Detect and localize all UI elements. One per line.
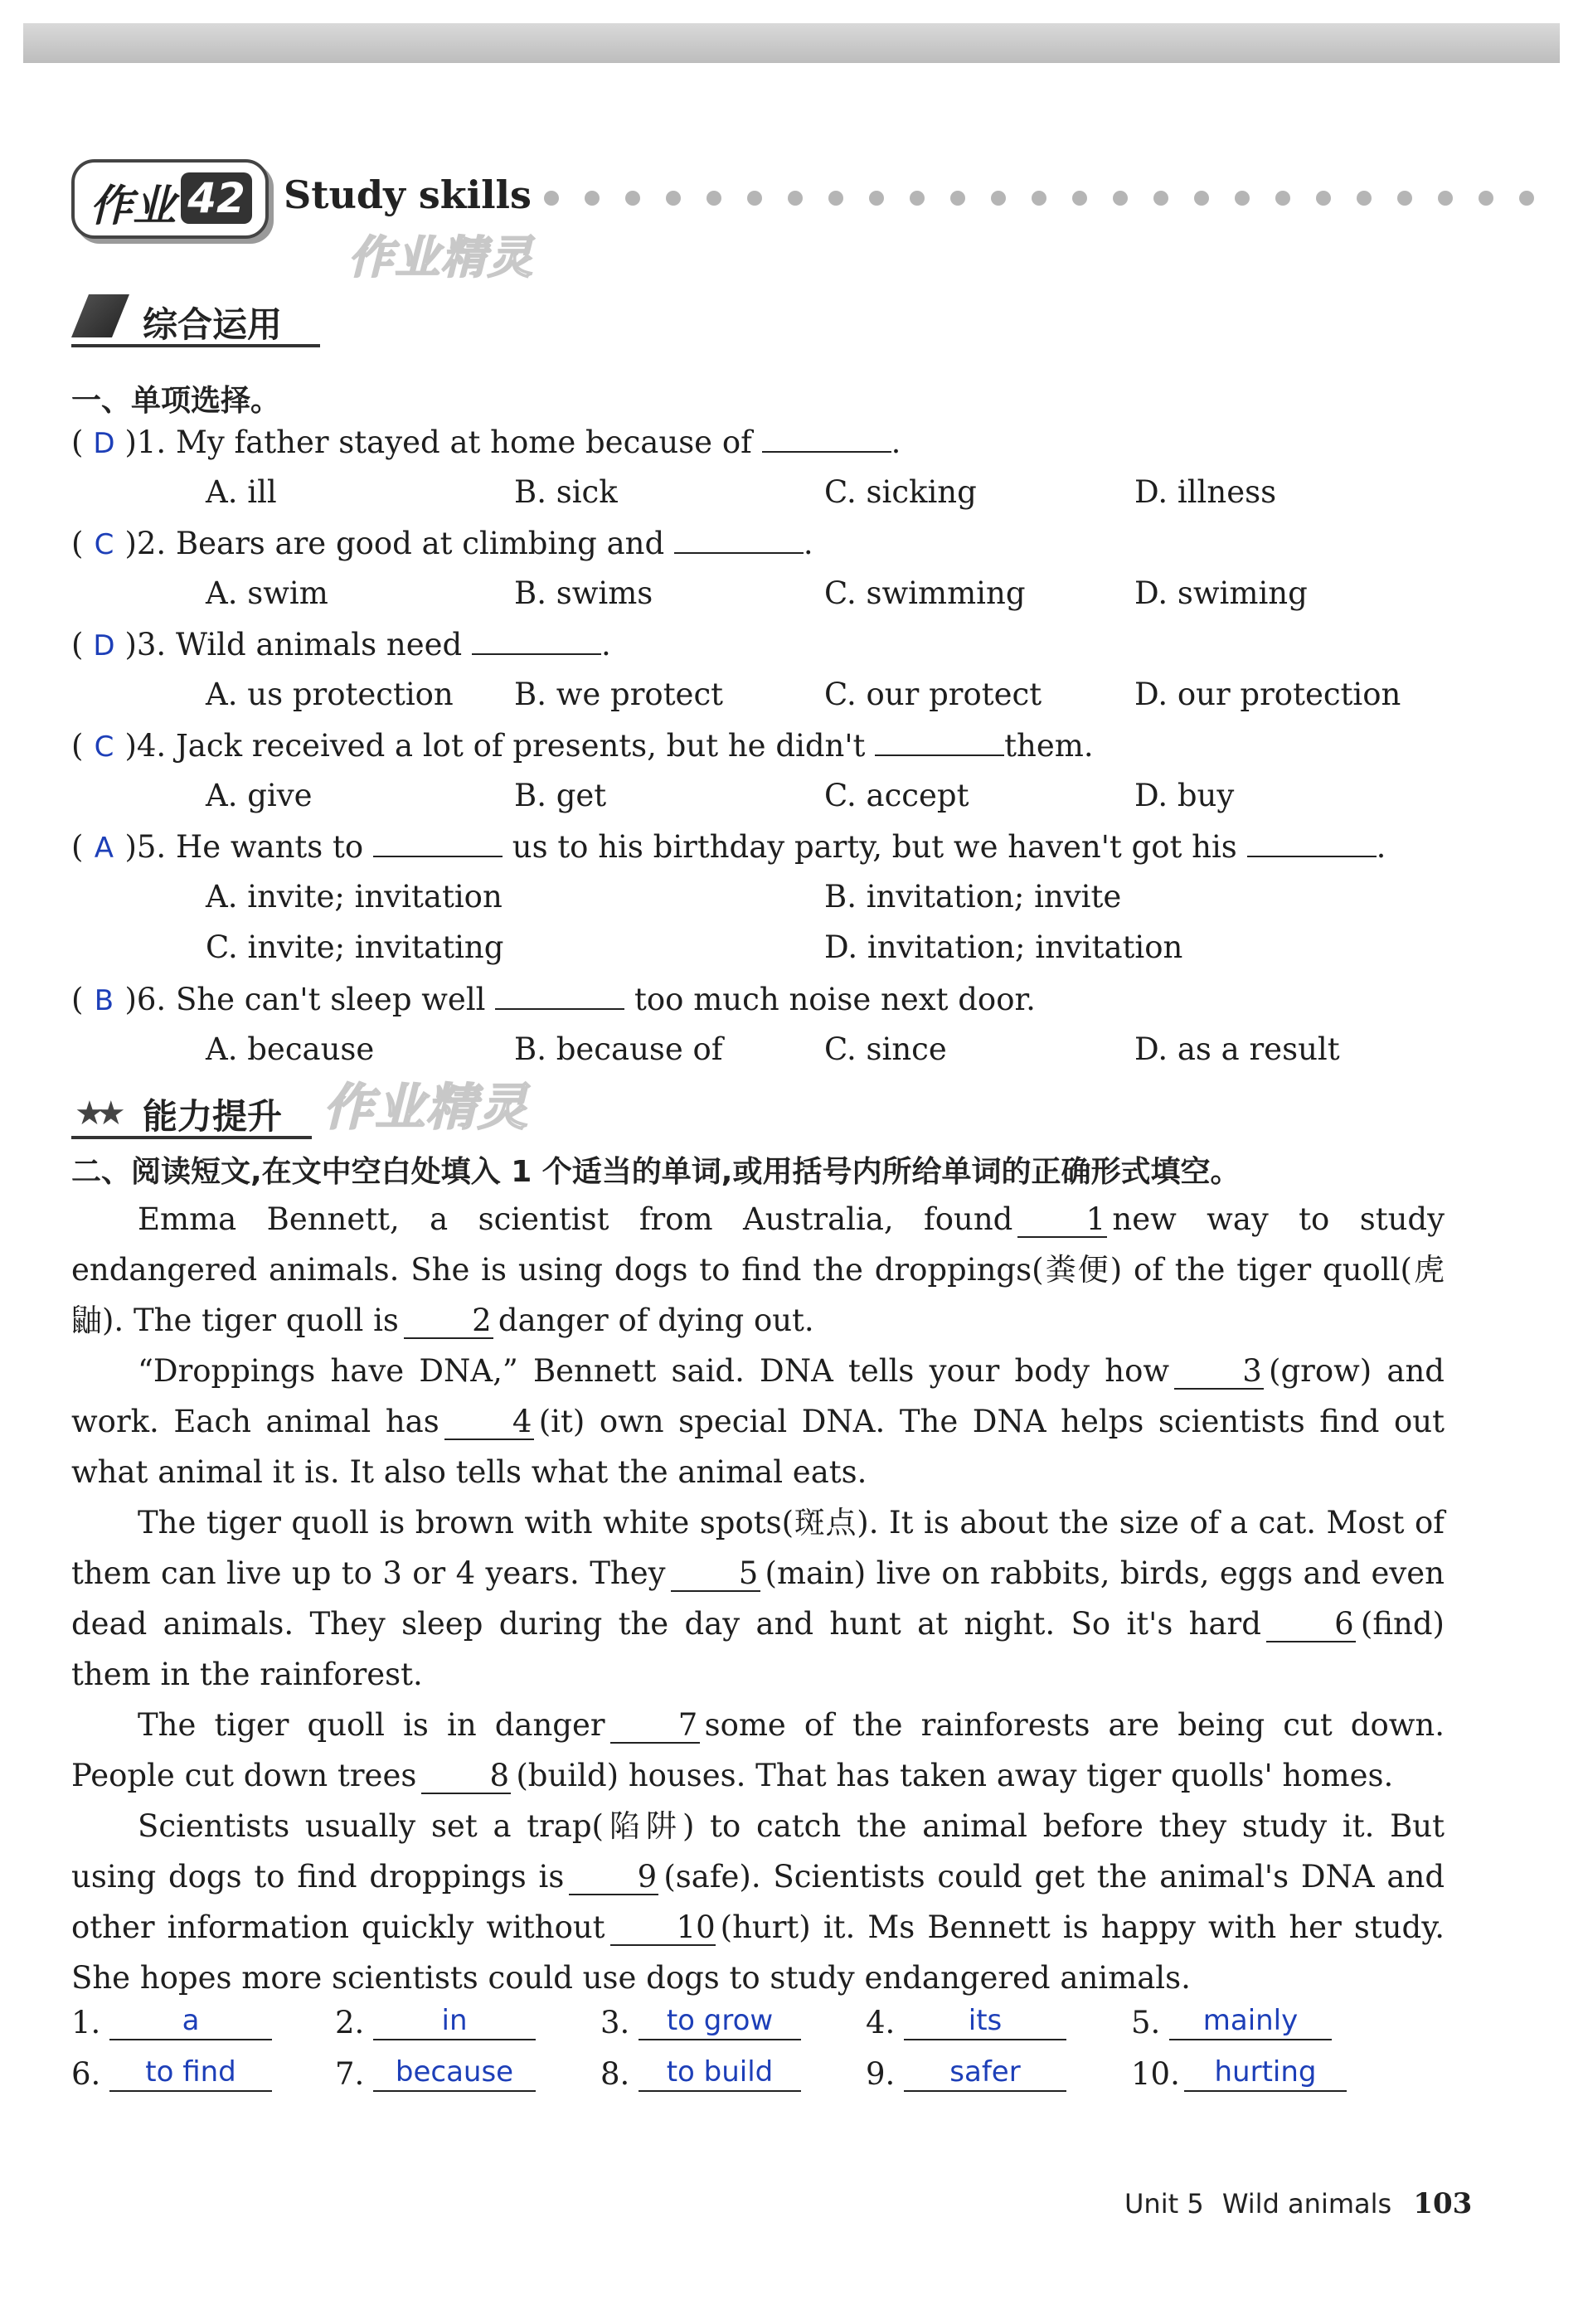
answer-item: 1. a <box>71 2002 272 2040</box>
blank-number: 8 <box>421 1759 511 1794</box>
answer-item: 10. hurting <box>1131 2054 1347 2092</box>
homework-number: 42 <box>181 172 252 224</box>
paragraph: The tiger quoll is in danger 7 some of the rainforests are being cut down. People cut down trees 8 (build) houses. That has taken away tiger quolls' homes. <box>71 1707 1445 1793</box>
option: D. swiming <box>1134 575 1308 611</box>
answer-value: mainly <box>1169 2002 1332 2040</box>
question-answer: C <box>94 730 114 764</box>
option: A. give <box>206 778 313 813</box>
unit-title: Wild animals <box>1221 2188 1392 2220</box>
answer-value: its <box>904 2002 1066 2040</box>
homework-badge-label: 作业 <box>90 182 177 231</box>
answer-value: a <box>109 2002 272 2040</box>
blank-number: 4 <box>444 1405 534 1440</box>
option: C. sicking <box>824 474 977 510</box>
answer-value: in <box>373 2002 536 2040</box>
blank-number: 3 <box>1174 1355 1264 1390</box>
answer-blank <box>495 980 624 1010</box>
paragraph: Scientists usually set a trap(陷阱) to catch the animal before they study it. But using dogs to find droppings is 9 (safe). Scientists could get the animal's DNA and other information quickly without 10 (hurt) it. Ms Bennett is happy with her study. She hopes more scientists could use dogs to study endangered animals. <box>71 1808 1445 1996</box>
answer-blank <box>875 726 1004 756</box>
option: D. invitation; invitation <box>824 929 1183 965</box>
option: C. swimming <box>824 575 1026 611</box>
option: C. accept <box>824 778 969 813</box>
answer-value: safer <box>904 2054 1066 2092</box>
option: C. our protect <box>824 677 1042 712</box>
option: B. we protect <box>514 677 724 712</box>
watermark: 作业精灵 <box>323 1079 529 1137</box>
answer-item: 9. safer <box>866 2054 1066 2092</box>
option: B. invitation; invite <box>824 879 1122 915</box>
blank-number: 2 <box>404 1304 493 1339</box>
answer-value: hurting <box>1184 2054 1347 2092</box>
page-title: Study skills <box>284 172 532 217</box>
answer-value: to find <box>109 2054 272 2092</box>
option: D. buy <box>1134 778 1235 813</box>
answer-blank <box>472 625 601 655</box>
answer-blank <box>674 524 804 554</box>
question-4: ( C )4. Jack received a lot of presents, but he didn't them. <box>71 726 1094 767</box>
option: A. ill <box>206 474 277 510</box>
watermark: 作业精灵 <box>348 231 534 284</box>
answer-row <box>71 2054 1481 2103</box>
answer-blank <box>762 423 891 453</box>
answer-item: 3. to grow <box>600 2002 801 2040</box>
blank-number: 1 <box>1017 1203 1107 1238</box>
question-answer: B <box>94 984 114 1017</box>
question-1: ( D )1. My father stayed at home because of . <box>71 423 901 463</box>
option: C. invite; invitating <box>206 929 504 965</box>
question-2: ( C )2. Bears are good at climbing and . <box>71 524 813 565</box>
answer-item: 4. its <box>866 2002 1066 2040</box>
paragraph: “Droppings have DNA,” Bennett said. DNA tells your body how 3 (grow) and work. Each animal has 4 (it) own special DNA. The DNA helps scientists find out what animal it is. It also tells what the animal eats. <box>71 1353 1445 1490</box>
reading-passage <box>71 1194 1445 2003</box>
blank-number: 7 <box>610 1709 700 1744</box>
paragraph: Emma Bennett, a scientist from Australia, found 1 new way to study endangered animals. She is using dogs to find the droppings(粪便) of the tiger quoll(虎鼬). The tiger quoll is 2 danger of dying out. <box>71 1201 1445 1338</box>
option: A. swim <box>206 575 328 611</box>
blank-number: 10 <box>610 1911 716 1946</box>
answer-blank <box>373 827 503 857</box>
option: B. sick <box>514 474 618 510</box>
blank-number: 6 <box>1266 1608 1356 1642</box>
top-decorative-bar <box>23 23 1560 63</box>
section-instruction: 二、阅读短文,在文中空白处填入 1 个适当的单词,或用括号内所给单词的正确形式填空。 <box>71 1155 1241 1189</box>
option: D. as a result <box>1134 1031 1340 1067</box>
dot-divider <box>544 191 1583 211</box>
answer-value: to build <box>639 2054 801 2092</box>
question-answer: D <box>93 629 115 662</box>
section-heading-comprehensive <box>71 286 403 352</box>
paragraph: The tiger quoll is brown with white spots(斑点). It is about the size of a cat. Most of them can live up to 3 or 4 years. They 5 (main) live on rabbits, birds, eggs and even dead animals. They sleep during the day and hunt at night. So it's hard 6 (find) them in the rainforest. <box>71 1505 1445 1692</box>
answer-item: 7. because <box>335 2054 536 2092</box>
option: A. because <box>206 1031 375 1067</box>
section-title: 能力提升 <box>143 1096 283 1137</box>
question-5: ( A )5. He wants to us to his birthday party, but we haven't got his . <box>71 827 1386 868</box>
option: C. since <box>824 1031 947 1067</box>
section-title: 综合运用 <box>143 304 283 345</box>
answer-item: 5. mainly <box>1131 2002 1332 2040</box>
option: B. swims <box>514 575 653 611</box>
page-footer <box>1124 2187 1472 2220</box>
question-answer: C <box>94 528 114 561</box>
page-number: 103 <box>1413 2187 1473 2220</box>
option: A. us protection <box>206 677 454 712</box>
blank-number: 9 <box>569 1861 658 1895</box>
answer-value: to grow <box>639 2002 801 2040</box>
option: B. because of <box>514 1031 723 1067</box>
question-answer: A <box>94 832 114 865</box>
page-header <box>71 149 1564 249</box>
question-6: ( B )6. She can't sleep well too much noise next door. <box>71 980 1036 1021</box>
answer-blank <box>1247 827 1377 857</box>
question-answer: D <box>93 427 115 460</box>
answer-item: 2. in <box>335 2002 536 2040</box>
option: D. illness <box>1134 474 1277 510</box>
option: B. get <box>514 778 607 813</box>
stars-icon: ★★ <box>75 1094 118 1133</box>
answer-row <box>71 2002 1481 2052</box>
unit-label: Unit 5 <box>1124 2188 1204 2220</box>
section-instruction: 一、单项选择。 <box>71 384 281 418</box>
homework-badge <box>71 159 269 239</box>
option: D. our protection <box>1134 677 1401 712</box>
option: A. invite; invitation <box>206 879 503 915</box>
answer-item: 8. to build <box>600 2054 801 2092</box>
question-3: ( D )3. Wild animals need . <box>71 625 611 666</box>
blank-number: 5 <box>671 1557 760 1592</box>
answer-item: 6. to find <box>71 2054 272 2092</box>
answer-value: because <box>373 2054 536 2092</box>
